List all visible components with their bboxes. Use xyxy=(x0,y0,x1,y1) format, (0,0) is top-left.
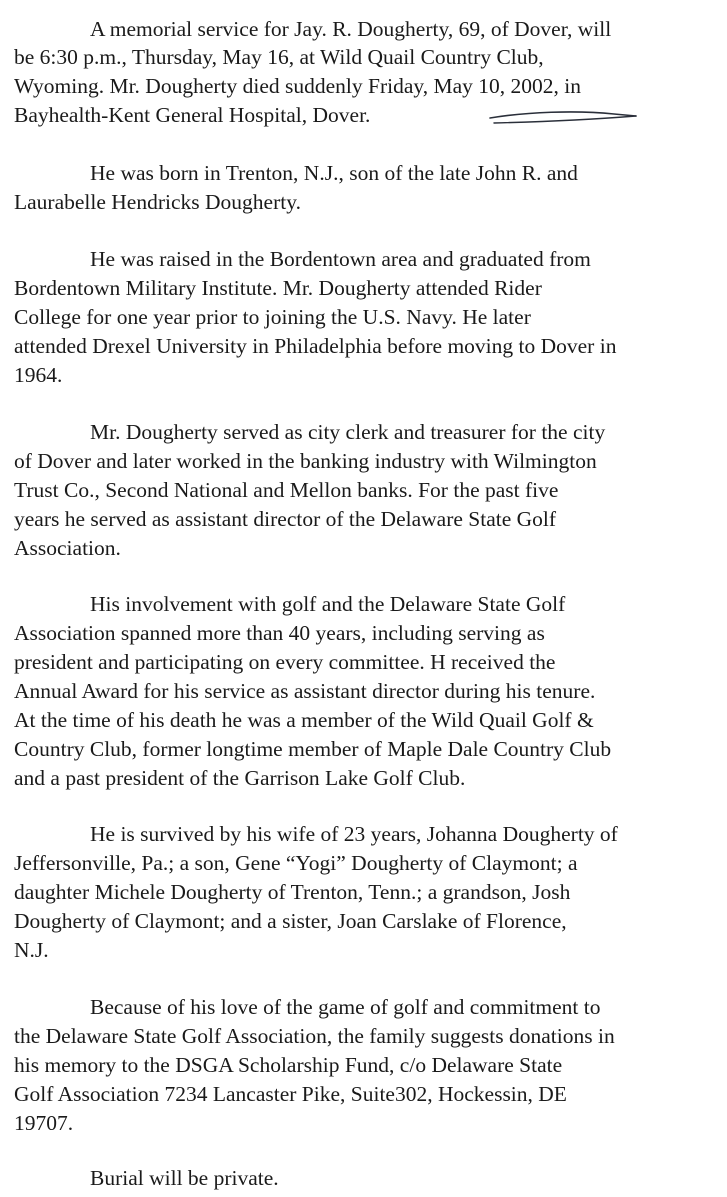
text-line: years he served as assistant director of the Delaware State Golf xyxy=(14,507,557,531)
text-line: Bordentown Military Institute. Mr. Dougherty attended Rider xyxy=(14,276,542,300)
text-line: attended Drexel University in Philadelphia before moving to Dover in xyxy=(14,334,617,358)
text-line: Association spanned more than 40 years, including serving as xyxy=(14,621,545,645)
text-line: Laurabelle Hendricks Dougherty. xyxy=(14,190,301,214)
text-line: Wyoming. Mr. Dougherty died suddenly Friday, May 10, 2002, in xyxy=(14,74,582,98)
text-line: At the time of his death he was a member of the Wild Quail Golf & xyxy=(14,708,594,732)
text-line: of Dover and later worked in the banking industry with Wilmington xyxy=(14,449,597,473)
text-line: N.J. xyxy=(14,938,49,962)
text-line: Burial will be private. xyxy=(90,1166,279,1190)
text-line: Trust Co., Second National and Mellon banks. For the past five xyxy=(14,478,559,502)
text-line: Dougherty of Claymont; and a sister, Joan Carslake of Florence, xyxy=(14,909,567,933)
text-line: 19707. xyxy=(14,1111,74,1135)
text-line: A memorial service for Jay. R. Dougherty, 69, of Dover, will xyxy=(90,17,612,41)
text-line: daughter Michele Dougherty of Trenton, Tenn.; a grandson, Josh xyxy=(14,880,571,904)
text-line: his memory to the DSGA Scholarship Fund, c/o Delaware State xyxy=(14,1053,563,1077)
text-line: be 6:30 p.m., Thursday, May 16, at Wild Quail Country Club, xyxy=(14,45,544,69)
handwritten-pen-mark xyxy=(486,106,642,130)
text-line: He was born in Trenton, N.J., son of the late John R. and xyxy=(90,161,578,185)
text-line: Bayhealth-Kent General Hospital, Dover. xyxy=(14,103,371,127)
text-line: president and participating on every committee. H received the xyxy=(14,650,556,674)
text-line: 1964. xyxy=(14,363,63,387)
text-line: Jeffersonville, Pa.; a son, Gene “Yogi” Dougherty of Claymont; a xyxy=(14,851,578,875)
text-line: and a past president of the Garrison Lake Golf Club. xyxy=(14,766,466,790)
text-line: the Delaware State Golf Association, the family suggests donations in xyxy=(14,1024,615,1048)
text-line: Because of his love of the game of golf and commitment to xyxy=(90,995,601,1019)
text-line: His involvement with golf and the Delaware State Golf xyxy=(90,592,566,616)
text-line: College for one year prior to joining the U.S. Navy. He later xyxy=(14,305,531,329)
text-line: Country Club, former longtime member of Maple Dale Country Club xyxy=(14,737,612,761)
text-line: Mr. Dougherty served as city clerk and treasurer for the city xyxy=(90,420,606,444)
text-line: Annual Award for his service as assistant director during his tenure. xyxy=(14,679,596,703)
text-line: Golf Association 7234 Lancaster Pike, Suite302, Hockessin, DE xyxy=(14,1082,567,1106)
text-line: He is survived by his wife of 23 years, Johanna Dougherty of xyxy=(90,822,618,846)
text-line: Association. xyxy=(14,536,121,560)
text-line: He was raised in the Bordentown area and graduated from xyxy=(90,247,591,271)
